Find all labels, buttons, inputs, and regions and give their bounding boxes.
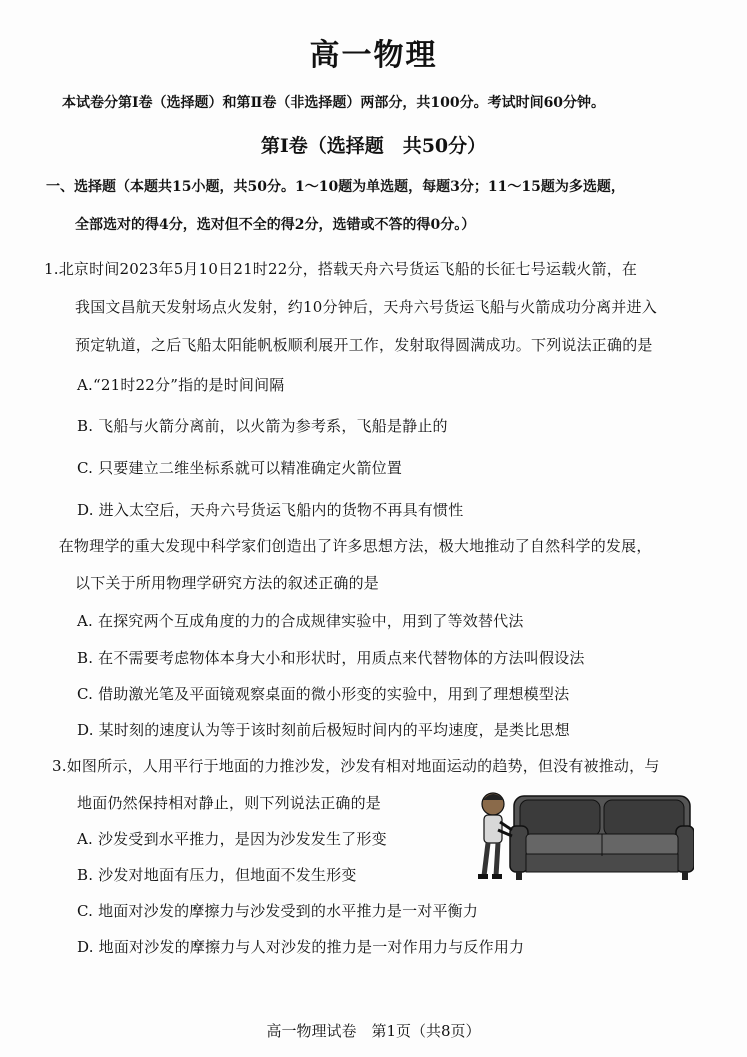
exam-intro: 本试卷分第Ⅰ卷（选择题）和第Ⅱ卷（非选择题）两部分，共100分。考试时间60分钟。 — [62, 95, 606, 111]
section-heading: 第Ⅰ卷（选择题 共50分） — [260, 135, 487, 157]
question-2-stem-line-2: 以下关于所用物理学研究方法的叙述正确的是 — [75, 574, 380, 592]
sofa-push-figure — [476, 788, 694, 886]
question-3-number: 3. — [52, 757, 67, 775]
question-1-stem-text-1: 北京时间2023年5月10日21时22分，搭载天舟六号货运飞船的长征七号运载火箭，在 — [58, 260, 638, 278]
question-2-option-a[interactable]: A. 在探究两个互成角度的力的合成规律实验中，用到了等效替代法 — [77, 612, 524, 630]
person-illustration — [478, 793, 512, 879]
question-1-option-a[interactable]: A.“21时22分”指的是时间间隔 — [77, 376, 285, 394]
sofa-illustration — [510, 796, 694, 880]
question-1-option-c[interactable]: C. 只要建立二维坐标系就可以精准确定火箭位置 — [77, 459, 403, 477]
question-2-stem-text-1: 在物理学的重大发现中科学家们创造出了许多思想方法，极大地推动了自然科学的发展， — [58, 537, 652, 555]
question-1-stem-line-1 — [44, 258, 637, 279]
instructions-line-1: 一、选择题（本题共15小题，共50分。1～10题为单选题，每题3分；11～15题为多选题， — [46, 179, 625, 195]
question-3-stem-text-1: 如图所示，人用平行于地面的力推沙发，沙发有相对地面运动的趋势，但没有被推动，与 — [66, 757, 660, 775]
question-1-option-b[interactable]: B. 飞船与火箭分离前，以火箭为参考系，飞船是静止的 — [77, 417, 448, 435]
question-1-option-d[interactable]: D. 进入太空后，天舟六号货运飞船内的货物不再具有惯性 — [77, 501, 464, 519]
instructions-line-2: 全部选对的得4分，选对但不全的得2分，选错或不答的得0分。） — [75, 217, 476, 233]
page-title: 高一物理 — [309, 38, 438, 73]
question-3-option-a[interactable]: A. 沙发受到水平推力，是因为沙发发生了形变 — [77, 830, 387, 848]
question-1-stem-line-2: 我国文昌航天发射场点火发射，约10分钟后，天舟六号货运飞船与火箭成功分离并进入 — [75, 298, 657, 316]
question-2-option-b[interactable]: B. 在不需要考虑物体本身大小和形状时，用质点来代替物体的方法叫假设法 — [77, 649, 585, 667]
question-2-option-c[interactable]: C. 借助激光笔及平面镜观察桌面的微小形变的实验中，用到了理想模型法 — [77, 685, 570, 703]
page-footer: 高一物理试卷 第1页（共8页） — [266, 1022, 481, 1040]
question-2-stem-line-1 — [44, 535, 652, 556]
question-3-stem-line-2: 地面仍然保持相对静止，则下列说法正确的是 — [77, 794, 382, 812]
question-3-stem-line-1 — [52, 755, 660, 776]
question-3-option-b[interactable]: B. 沙发对地面有压力，但地面不发生形变 — [77, 866, 357, 884]
question-3-option-d[interactable]: D. 地面对沙发的摩擦力与人对沙发的推力是一对作用力与反作用力 — [77, 938, 525, 956]
question-2-number: 2. — [44, 537, 59, 555]
question-1-number: 1. — [44, 260, 59, 278]
question-3-option-c[interactable]: C. 地面对沙发的摩擦力与沙发受到的水平推力是一对平衡力 — [77, 902, 479, 920]
question-2-option-d[interactable]: D. 某时刻的速度认为等于该时刻前后极短时间内的平均速度，是类比思想 — [77, 721, 570, 739]
question-1-stem-line-3: 预定轨道，之后飞船太阳能帆板顺利展开工作，发射取得圆满成功。下列说法正确的是 — [75, 336, 653, 354]
